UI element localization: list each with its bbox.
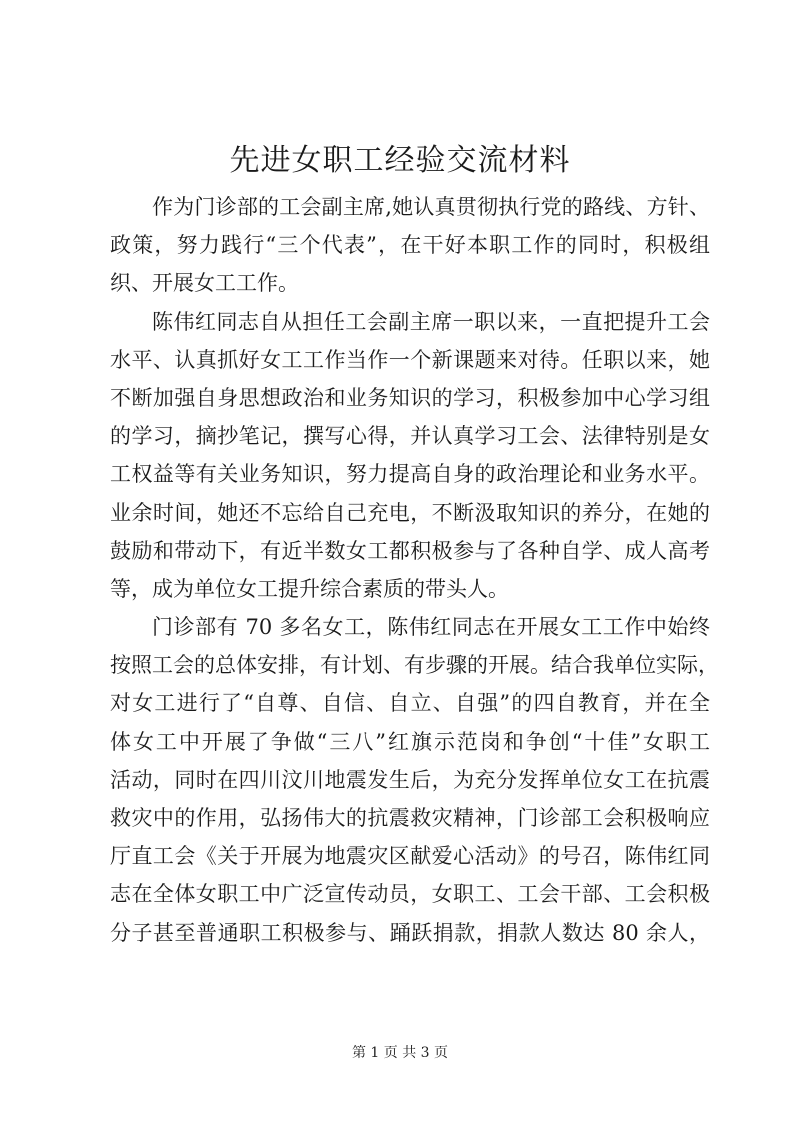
text-line: 分子甚至普通职工积极参与、踊跃捐款，捐款人数达 80 余人， (110, 920, 710, 945)
text-line: 体女工中开展了争做“三八”红旗示范岗和争创“十佳”女职工 (110, 729, 710, 754)
text-line: 厅直工会《关于开展为地震灾区献爱心活动》的号召，陈伟红同 (110, 844, 710, 869)
text-line: 水平、认真抓好女工工作当作一个新课题来对待。任职以来，她 (110, 347, 710, 372)
document-body (110, 188, 719, 952)
text-line: 织、开展女工工作。 (110, 271, 299, 296)
page-footer: 第 1 页 共 3 页 (351, 1045, 449, 1061)
document-title: 先进女职工经验交流材料 (229, 143, 571, 178)
text-line: 工权益等有关业务知识，努力提高自身的政治理论和业务水平。 (110, 462, 710, 487)
text-line: 的学习，摘抄笔记，撰写心得，并认真学习工会、法律特别是女 (110, 424, 710, 449)
text-line: 对女工进行了“自尊、自信、自立、自强”的四自教育，并在全 (110, 691, 710, 716)
text-line: 不断加强自身思想政治和业务知识的学习，积极参加中心学习组 (110, 385, 710, 410)
text-line: 活动，同时在四川汶川地震发生后，为充分发挥单位女工在抗震 (110, 767, 710, 792)
text-line: 志在全体女职工中广泛宣传动员，女职工、工会干部、工会积极 (110, 882, 710, 907)
text-line: 作为门诊部的工会副主席,她认真贯彻执行党的路线、方针、 (152, 195, 710, 219)
text-line: 政策，努力践行“三个代表”，在干好本职工作的同时，积极组 (110, 233, 710, 258)
text-line: 陈伟红同志自从担任工会副主席一职以来，一直把提升工会 (152, 309, 710, 334)
text-line: 业余时间，她还不忘给自己充电，不断汲取知识的养分，在她的 (110, 500, 710, 525)
text-line: 救灾中的作用，弘扬伟大的抗震救灾精神，门诊部工会积极响应 (110, 806, 710, 830)
text-line: 按照工会的总体安排，有计划、有步骤的开展。结合我单位实际， (110, 653, 719, 678)
text-line: 鼓励和带动下，有近半数女工都积极参与了各种自学、成人高考 (110, 538, 710, 563)
text-line: 等，成为单位女工提升综合素质的带头人。 (110, 576, 509, 601)
text-line: 门诊部有 70 多名女工，陈伟红同志在开展女工工作中始终 (152, 615, 710, 640)
